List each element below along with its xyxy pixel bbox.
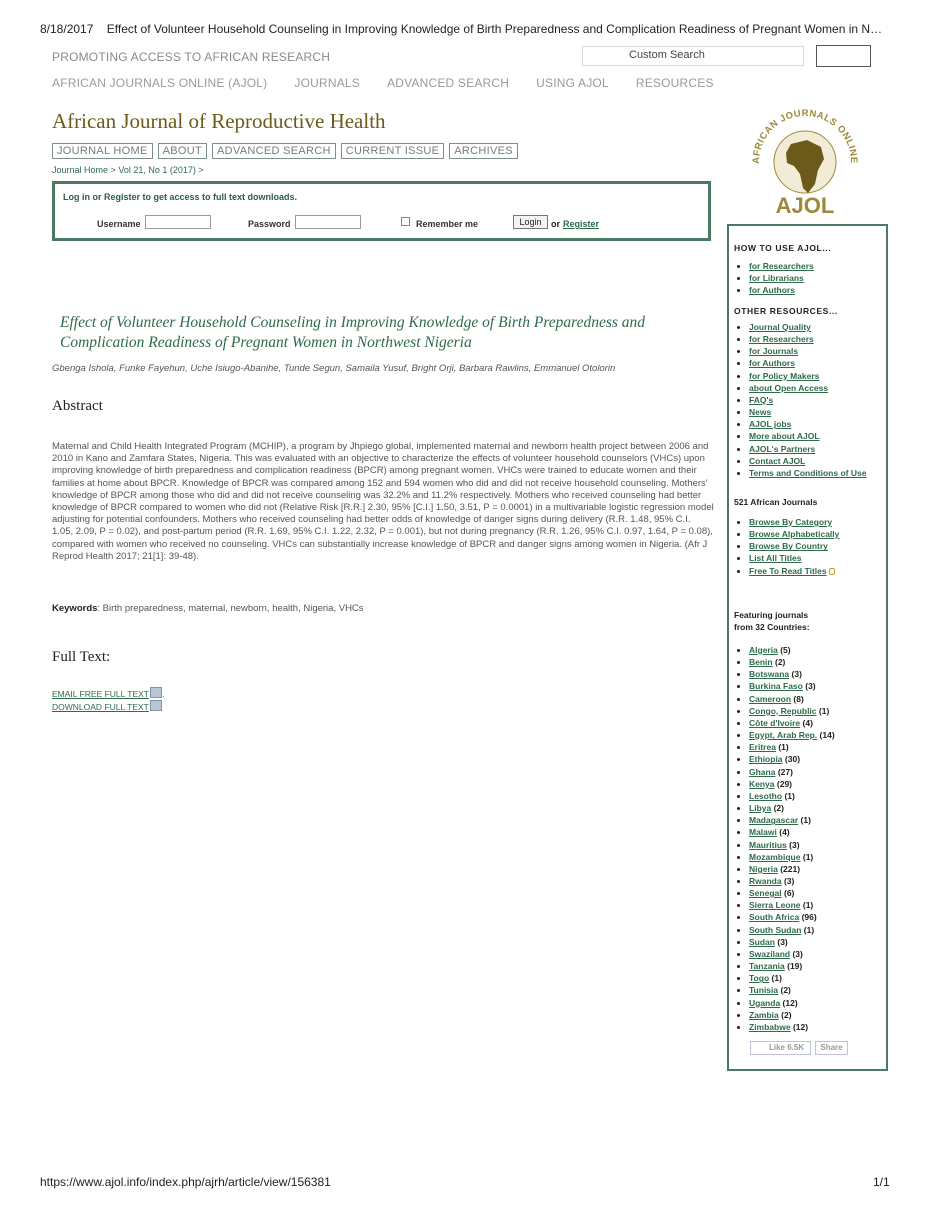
journals-count: 521 African Journals: [734, 497, 818, 507]
link-country-kenya[interactable]: Kenya: [749, 778, 775, 789]
country-count: (2): [773, 803, 784, 814]
country-item: [749, 911, 835, 923]
country-item: [749, 741, 835, 753]
list-item: [749, 418, 866, 430]
link-country-zimbabwe[interactable]: Zimbabwe: [749, 1021, 791, 1032]
download-fulltext-link[interactable]: DOWNLOAD FULL TEXT: [52, 702, 149, 712]
remember-me-checkbox[interactable]: [401, 217, 410, 226]
link-country-rwanda[interactable]: Rwanda: [749, 875, 782, 886]
country-count: (2): [775, 657, 786, 668]
other-resources-list: [735, 321, 866, 479]
article-title: Effect of Volunteer Household Counseling in Improving Knowledge of Birth Preparedness and Complication Readiness of Pregnant Women in Northwest Nigeria: [60, 314, 646, 351]
country-count: (1): [818, 705, 830, 716]
link-browse-browse-by-category[interactable]: Browse By Category: [749, 517, 833, 527]
link-country-togo[interactable]: Togo: [749, 973, 770, 984]
email-suffix: .: [162, 689, 165, 699]
list-item: [749, 443, 866, 455]
link-browse-list-all-titles[interactable]: List All Titles: [749, 553, 802, 564]
country-count: (3): [783, 875, 795, 886]
country-count: (19): [787, 961, 803, 972]
country-item: [749, 790, 835, 802]
link-how-to-authors[interactable]: for Authors: [749, 285, 795, 296]
link-resource-for-policy-makers[interactable]: for Policy Makers: [749, 370, 820, 381]
country-item: [749, 656, 835, 668]
ajol-logo[interactable]: [745, 100, 865, 218]
country-list: [735, 644, 835, 1033]
country-count: (2): [781, 1009, 792, 1020]
nav-advanced-search[interactable]: ADVANCED SEARCH: [387, 76, 510, 90]
keywords-label: Keywords: [52, 603, 98, 614]
article-authors: Gbenga Ishola, Funke Fayehun, Uche Isiugo-Abanihe, Tunde Segun, Samaila Yusuf, Bright Orji, Barbara Rawlins, Emmanuel Otolorin: [52, 363, 616, 374]
link-country-zambia[interactable]: Zambia: [749, 1009, 779, 1020]
country-count: (1): [771, 973, 782, 984]
link-country-mozambique[interactable]: Mozambique: [749, 851, 801, 862]
tab-advanced-search[interactable]: ADVANCED SEARCH: [212, 143, 336, 159]
share-button[interactable]: Share: [815, 1041, 848, 1055]
country-count: (30): [784, 754, 801, 765]
country-item: [749, 936, 835, 948]
link-country-uganda[interactable]: Uganda: [749, 997, 781, 1008]
or-text: or: [551, 219, 560, 229]
link-browse-browse-alphabetically[interactable]: Browse Alphabetically: [749, 529, 840, 540]
country-count: (2): [780, 985, 791, 996]
list-item: [749, 272, 814, 284]
link-resource-ajol-s-partners[interactable]: AJOL's Partners: [749, 443, 816, 454]
password-label: Password: [248, 219, 291, 229]
link-country-senegal[interactable]: Senegal: [749, 888, 782, 899]
country-item: [749, 997, 835, 1009]
list-item: [749, 357, 866, 369]
country-item: [749, 729, 835, 741]
link-country-sudan[interactable]: Sudan: [749, 936, 775, 947]
country-count: (4): [779, 827, 790, 838]
country-item: [749, 766, 835, 778]
logo-arc-text: AFRICAN JOURNALS ONLINE: [750, 107, 860, 164]
download-fulltext-row: [52, 697, 162, 715]
country-item: [749, 717, 835, 729]
link-country-egypt-arab-rep[interactable]: Egypt, Arab Rep.: [749, 730, 818, 741]
list-item: [749, 333, 866, 345]
tab-journal-home[interactable]: JOURNAL HOME: [52, 143, 153, 159]
link-country-benin[interactable]: Benin: [749, 657, 773, 668]
link-resource-journal-quality[interactable]: Journal Quality: [749, 322, 811, 332]
country-item: [749, 814, 835, 826]
link-browse-free-to-read-titles[interactable]: Free To Read Titles: [749, 565, 827, 576]
sidebar-heading-how-to: HOW TO USE AJOL...: [734, 243, 832, 253]
username-label: Username: [97, 219, 141, 229]
country-count: (3): [791, 669, 802, 680]
browse-list: [735, 516, 839, 577]
breadcrumb-separator: >: [110, 165, 116, 175]
country-count: (29): [776, 778, 793, 789]
country-item: [749, 802, 835, 814]
abstract-text: Maternal and Child Health Integrated Program (MCHIP), a program by Jhpiego global, implemented maternal and newborn health project between 2006 and 2010 in Kano and Zamfara States, Nigeria. This was evaluated with an objective to characterize the effects of volunteer household counselors (VHCs) upon improving knowledge of birth preparedness and complication readiness (BPCR) among pregnant women. VHCs were trained to educate women and their families at home about BPCR. Knowledge of BPCR was compared among 152 and 594 women who did and did not receive household counseling. Mothers' knowledge of BPCR among those who did and did not receive counseling was 32.2% and 11.2% respectively. Mothers who received counseling had better knowledge of BPCR compared to women who did not (Relative Risk [R.R.] 2.30, 95% [C.I.] 1.50, 3.51, P = 0.0001) in a multivariable logistic regression model adjusting for potential confounders. Mothers who received counseling had better odds of knowledge of danger signs during delivery (R.R. 1.48, 95% C.I. 1.05, 2.09, P = 0.02), and post-partum period (R.R. 1.69, 95% C.I. 1.22, 2.32, P = 0.001), but not during pregnancy (R.R. 1.26, 95% C.I. 0.97, 1.64, P = 0.08), compared with women who received no counseling. VHCs can substantially increase knowledge of BPCR and danger signs among women in Nigeria. (Afr J Reprod Health 2017; 21[1]: 39-48).: [52, 441, 714, 562]
country-item: [749, 668, 835, 680]
tab-archives[interactable]: ARCHIVES: [449, 143, 518, 159]
tab-current-issue[interactable]: CURRENT ISSUE: [341, 143, 445, 159]
username-field[interactable]: [145, 215, 211, 229]
link-country-mauritius[interactable]: Mauritius: [749, 839, 787, 850]
link-resource-news[interactable]: News: [749, 407, 772, 418]
nav-ajol[interactable]: AFRICAN JOURNALS ONLINE (AJOL): [52, 76, 268, 90]
link-country-ghana[interactable]: Ghana: [749, 766, 776, 777]
link-country-botswana[interactable]: Botswana: [749, 669, 790, 680]
print-title: Effect of Volunteer Household Counseling in Improving Knowledge of Birth Preparedness and Complication Readiness of Pregnant Women in N…: [106, 22, 883, 36]
country-item: [749, 705, 835, 717]
search-button[interactable]: [816, 45, 871, 67]
print-footer-page: 1/1: [873, 1175, 890, 1189]
link-country-swaziland[interactable]: Swaziland: [749, 948, 791, 959]
breadcrumb-home[interactable]: Journal Home: [52, 165, 109, 175]
country-item: [749, 984, 835, 996]
link-country-eritrea[interactable]: Eritrea: [749, 742, 776, 753]
link-resource-terms-and-conditions-of-use[interactable]: Terms and Conditions of Use: [749, 467, 867, 478]
country-item: [749, 899, 835, 911]
country-item: [749, 887, 835, 899]
list-item: [749, 467, 866, 479]
link-resource-for-researchers[interactable]: for Researchers: [749, 334, 814, 345]
list-item: [749, 321, 866, 333]
country-count: (1): [778, 742, 789, 753]
country-item: [749, 960, 835, 972]
link-country-burkina-faso[interactable]: Burkina Faso: [749, 681, 803, 692]
link-country-congo-republic[interactable]: Congo, Republic: [749, 705, 817, 716]
country-item: [749, 1009, 835, 1021]
country-item: [749, 972, 835, 984]
print-date: 8/18/2017: [40, 22, 94, 36]
link-country-sierra-leone[interactable]: Sierra Leone: [749, 900, 801, 911]
link-browse-browse-by-country[interactable]: Browse By Country: [749, 541, 828, 552]
country-count: (1): [802, 851, 814, 862]
country-count: (1): [803, 924, 815, 935]
country-item: [749, 1021, 835, 1033]
abstract-heading: Abstract: [52, 398, 103, 414]
print-header: [40, 22, 900, 36]
journal-nav: [52, 143, 518, 159]
breadcrumb: [52, 165, 204, 175]
link-country-cameroon[interactable]: Cameroon: [749, 693, 792, 704]
list-item: [749, 370, 866, 382]
link-country-algeria[interactable]: Algeria: [749, 645, 778, 655]
country-count: (27): [777, 766, 793, 777]
link-resource-for-journals[interactable]: for Journals: [749, 346, 799, 357]
list-item: [749, 284, 814, 296]
link-country-nigeria[interactable]: Nigeria: [749, 863, 778, 874]
country-count: (5): [780, 645, 791, 655]
list-item: [749, 565, 839, 577]
password-field[interactable]: [295, 215, 361, 229]
country-count: (14): [819, 730, 835, 741]
print-footer-url: https://www.ajol.info/index.php/ajrh/article/view/156381: [40, 1175, 331, 1189]
list-item: [749, 382, 866, 394]
country-item: [749, 753, 835, 765]
country-count: (1): [784, 790, 795, 801]
list-item: [749, 406, 866, 418]
link-resource-faq-s[interactable]: FAQ's: [749, 394, 774, 405]
list-item: [749, 394, 866, 406]
link-country-tanzania[interactable]: Tanzania: [749, 961, 785, 972]
breadcrumb-issue[interactable]: Vol 21, No 1 (2017): [118, 165, 196, 175]
country-count: (3): [789, 839, 800, 850]
main-nav: [52, 76, 714, 90]
document-icon: [150, 700, 162, 711]
keywords-list: : Birth preparedness, maternal, newborn, health, Nigeria, VHCs: [97, 603, 364, 614]
link-how-to-researchers[interactable]: for Researchers: [749, 261, 814, 271]
featuring-line-1: Featuring journals: [734, 610, 809, 620]
like-button[interactable]: Like 6.5K: [750, 1041, 811, 1055]
link-resource-about-open-access[interactable]: about Open Access: [749, 382, 829, 393]
link-country-libya[interactable]: Libya: [749, 803, 772, 814]
list-item: [749, 540, 839, 552]
nav-journals[interactable]: JOURNALS: [294, 76, 360, 90]
country-item: [749, 863, 835, 875]
country-item: [749, 680, 835, 692]
journal-title[interactable]: African Journal of Reproductive Health: [52, 109, 386, 133]
list-item: [749, 345, 866, 357]
country-count: (96): [801, 912, 817, 923]
country-item: [749, 924, 835, 936]
country-item: [749, 826, 835, 838]
link-how-to-librarians[interactable]: for Librarians: [749, 273, 804, 284]
link-resource-contact-ajol[interactable]: Contact AJOL: [749, 455, 806, 466]
link-country-c-te-d-ivoire[interactable]: Côte d'Ivoire: [749, 717, 801, 728]
country-count: (12): [792, 1021, 809, 1032]
country-item: [749, 693, 835, 705]
list-item: [749, 430, 866, 442]
country-item: [749, 875, 835, 887]
keywords: [52, 603, 364, 614]
country-count: (221): [780, 863, 801, 874]
country-count: (1): [800, 815, 811, 826]
link-resource-for-authors[interactable]: for Authors: [749, 358, 795, 369]
link-country-ethiopia[interactable]: Ethiopia: [749, 754, 783, 765]
remember-me-label: Remember me: [416, 219, 479, 229]
list-item: [749, 528, 839, 540]
country-count: (3): [805, 681, 816, 692]
search-input[interactable]: Custom Search: [582, 46, 804, 66]
link-country-madagascar[interactable]: Madagascar: [749, 815, 799, 826]
country-count: (3): [777, 936, 788, 947]
promo-tagline: PROMOTING ACCESS TO AFRICAN RESEARCH: [52, 50, 331, 64]
logo-wordmark: AJOL: [775, 193, 835, 218]
country-count: (12): [782, 997, 798, 1008]
tab-about[interactable]: ABOUT: [158, 143, 207, 159]
country-count: (3): [792, 948, 803, 959]
featuring-line-2: from 32 Countries:: [734, 622, 810, 632]
list-item: [749, 552, 839, 564]
link-resource-more-about-ajol[interactable]: More about AJOL: [749, 431, 820, 442]
country-item: [749, 851, 835, 863]
fulltext-heading: Full Text:: [52, 649, 111, 665]
country-count: (1): [802, 900, 814, 911]
login-panel: [52, 181, 711, 241]
list-item: [749, 260, 814, 272]
register-link[interactable]: Register: [563, 219, 600, 229]
country-item: [749, 778, 835, 790]
country-item: [749, 948, 835, 960]
login-button[interactable]: Login: [513, 215, 548, 229]
sidebar-heading-other: OTHER RESOURCES...: [734, 306, 838, 316]
link-country-lesotho[interactable]: Lesotho: [749, 790, 783, 801]
list-item: [749, 516, 839, 528]
sidebar: [727, 224, 888, 1071]
email-fulltext-link[interactable]: EMAIL FREE FULL TEXT: [52, 689, 149, 699]
link-country-malawi[interactable]: Malawi: [749, 827, 777, 838]
link-country-tunisia[interactable]: Tunisia: [749, 985, 779, 996]
country-item: [749, 644, 835, 656]
nav-resources[interactable]: RESOURCES: [635, 76, 714, 90]
how-to-list: [735, 260, 814, 296]
nav-using-ajol[interactable]: USING AJOL: [536, 76, 609, 90]
breadcrumb-separator: >: [198, 165, 204, 175]
link-country-south-sudan[interactable]: South Sudan: [749, 924, 802, 935]
country-count: (8): [793, 693, 804, 704]
login-message: Log in or Register to get access to full text downloads.: [63, 192, 298, 202]
country-count: (4): [802, 717, 813, 728]
link-country-south-africa[interactable]: South Africa: [749, 912, 800, 923]
country-item: [749, 839, 835, 851]
list-item: [749, 455, 866, 467]
country-count: (6): [783, 888, 795, 899]
link-resource-ajol-jobs[interactable]: AJOL jobs: [749, 419, 792, 430]
open-lock-icon: [829, 568, 835, 575]
